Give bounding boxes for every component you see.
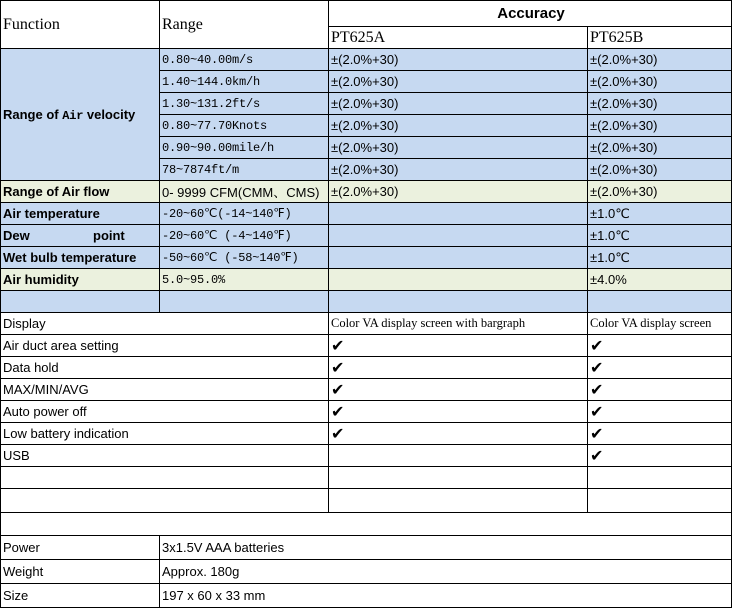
velocity-range-cell: 0.90~90.00mile/h [160,137,329,159]
display-label: Display [1,313,329,335]
velocity-accuracy-a: ±(2.0%+30) [329,137,588,159]
velocity-accuracy-a: ±(2.0%+30) [329,115,588,137]
spec-label: Weight [1,560,160,584]
velocity-range-cell: 78~7874ft/m [160,159,329,181]
velocity-range-cell: 1.40~144.0km/h [160,71,329,93]
dew-point-accuracy-a [329,225,588,247]
empty-cell [588,489,732,513]
empty-cell [1,467,329,489]
velocity-range-cell: 0.80~77.70Knots [160,115,329,137]
check-icon: ✔ [588,423,732,445]
velocity-range-cell: 0.80~40.00m/s [160,49,329,71]
air-velocity-label-part2: Air [62,108,84,123]
wet-bulb-range: -50~60℃ (-58~140℉) [160,247,329,269]
velocity-accuracy-b: ±(2.0%+30) [588,115,732,137]
empty-cell [1,513,732,536]
function-header: Function [1,1,160,49]
spacer-cell [160,291,329,313]
feature-label: USB [1,445,329,467]
display-model-a: Color VA display screen with bargraph [329,313,588,335]
air-temperature-label: Air temperature [1,203,160,225]
feature-label: Low battery indication [1,423,329,445]
wet-bulb-label: Wet bulb temperature [1,247,160,269]
air-velocity-label [1,49,160,181]
air-humidity-accuracy-a [329,269,588,291]
spec-value: 197 x 60 x 33 mm [160,584,732,608]
feature-label: Data hold [1,357,329,379]
velocity-range-cell: 1.30~131.2ft/s [160,93,329,115]
range-header: Range [160,1,329,49]
velocity-accuracy-b: ±(2.0%+30) [588,137,732,159]
check-icon: ✔ [588,445,732,467]
air-velocity-label-part1: Range of [3,106,63,122]
check-icon: ✔ [329,423,588,445]
check-icon: ✔ [329,335,588,357]
check-icon: ✔ [329,401,588,423]
spec-label: Size [1,584,160,608]
velocity-accuracy-a: ±(2.0%+30) [329,159,588,181]
velocity-accuracy-b: ±(2.0%+30) [588,49,732,71]
velocity-accuracy-a: ±(2.0%+30) [329,93,588,115]
check-icon: ✔ [588,401,732,423]
spacer-cell [1,291,160,313]
dew-point-label-right: point [93,228,125,243]
velocity-accuracy-b: ±(2.0%+30) [588,93,732,115]
check-icon: ✔ [588,379,732,401]
empty-cell [588,467,732,489]
model-b-header: PT625B [588,27,732,49]
spec-value: 3x1.5V AAA batteries [160,536,732,560]
check-icon: ✔ [329,357,588,379]
feature-label: Auto power off [1,401,329,423]
dew-point-accuracy-b: ±1.0℃ [588,225,732,247]
dew-point-range: -20~60℃ (-4~140℉) [160,225,329,247]
spacer-cell [329,291,588,313]
air-velocity-label-part3: velocity [83,106,136,122]
air-temperature-range: -20~60℃(-14~140℉) [160,203,329,225]
air-temperature-accuracy-a [329,203,588,225]
air-temperature-accuracy-b: ±1.0℃ [588,203,732,225]
spec-label: Power [1,536,160,560]
dew-point-label-left: Dew [3,228,30,243]
air-flow-label: Range of Air flow [1,181,160,203]
spec-value: Approx. 180g [160,560,732,584]
velocity-accuracy-a: ±(2.0%+30) [329,49,588,71]
wet-bulb-accuracy-b: ±1.0℃ [588,247,732,269]
velocity-accuracy-a: ±(2.0%+30) [329,71,588,93]
empty-cell [1,489,329,513]
check-icon: ✔ [329,379,588,401]
air-humidity-label: Air humidity [1,269,160,291]
feature-label: MAX/MIN/AVG [1,379,329,401]
display-model-b: Color VA display screen [588,313,732,335]
check-icon: ✔ [588,357,732,379]
empty-cell [329,489,588,513]
feature-label: Air duct area setting [1,335,329,357]
air-humidity-range: 5.0~95.0% [160,269,329,291]
dew-point-label [1,225,160,247]
velocity-accuracy-b: ±(2.0%+30) [588,159,732,181]
air-flow-accuracy-a: ±(2.0%+30) [329,181,588,203]
model-a-header: PT625A [329,27,588,49]
check-icon [329,445,588,467]
air-flow-accuracy-b: ±(2.0%+30) [588,181,732,203]
air-humidity-accuracy-b: ±4.0% [588,269,732,291]
empty-cell [329,467,588,489]
check-icon: ✔ [588,335,732,357]
air-flow-range: 0- 9999 CFM(CMM、CMS) [160,181,329,203]
spacer-cell [588,291,732,313]
accuracy-header: Accuracy [329,1,732,27]
wet-bulb-accuracy-a [329,247,588,269]
velocity-accuracy-b: ±(2.0%+30) [588,71,732,93]
